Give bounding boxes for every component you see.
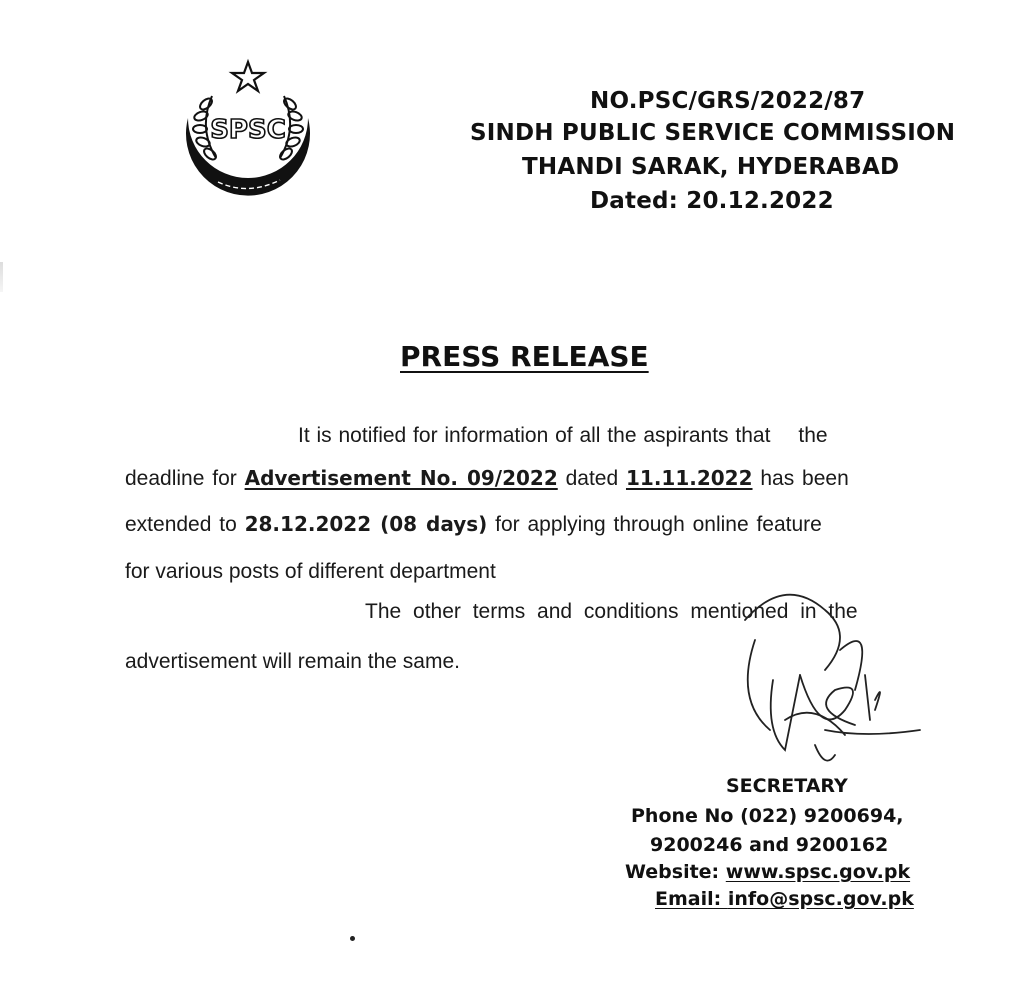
website-line (625, 861, 910, 883)
reference-number: NO.PSC/GRS/2022/87 (590, 88, 866, 114)
spsc-emblem-icon (168, 58, 328, 210)
phone-line-1: Phone No (022) 9200694, (631, 805, 904, 827)
body-line-2-c: has been (752, 467, 849, 490)
body-line-2-a: deadline for (125, 467, 245, 490)
body-line-6: advertisement will remain the same. (125, 650, 460, 673)
advertisement-date: 11.11.2022 (625, 466, 753, 490)
body-line-3 (125, 512, 822, 537)
organization-address: THANDI SARAK, HYDERABAD (522, 154, 900, 180)
body-line-1 (298, 424, 828, 448)
body-line-5: The other terms and conditions mentioned in the (365, 600, 858, 623)
body-line-3-a: extended to (125, 513, 245, 536)
phone-line-2: 9200246 and 9200162 (650, 834, 889, 856)
body-line-1-text: It is notified for information of all the aspirants that (298, 424, 771, 447)
scan-edge-mark (0, 262, 3, 292)
advertisement-number: Advertisement No. 09/2022 (244, 466, 558, 490)
email-line[interactable] (655, 888, 914, 910)
email-link[interactable]: info@spsc.gov.pk (727, 888, 914, 910)
body-line-2 (125, 466, 849, 491)
body-line-3-b: for applying through online feature (487, 513, 822, 536)
organization-name: SINDH PUBLIC SERVICE COMMISSION (470, 120, 956, 146)
star-icon (232, 62, 264, 91)
website-label: Website: (625, 861, 726, 883)
body-line-1-end: the (798, 424, 828, 447)
website-link[interactable]: www.spsc.gov.pk (725, 861, 911, 883)
document-date: Dated: 20.12.2022 (590, 188, 834, 214)
email-label: Email: (655, 888, 728, 910)
svg-text:SPSC: SPSC (210, 115, 286, 145)
body-line-4: for various posts of different department (125, 560, 496, 583)
extended-deadline: 28.12.2022 (08 days) (244, 512, 488, 536)
signatory-designation: SECRETARY (726, 775, 848, 797)
stray-dot (350, 936, 355, 941)
handwritten-signature-icon (725, 580, 925, 780)
page-title: PRESS RELEASE (400, 340, 649, 373)
body-line-2-b: dated (557, 467, 626, 490)
